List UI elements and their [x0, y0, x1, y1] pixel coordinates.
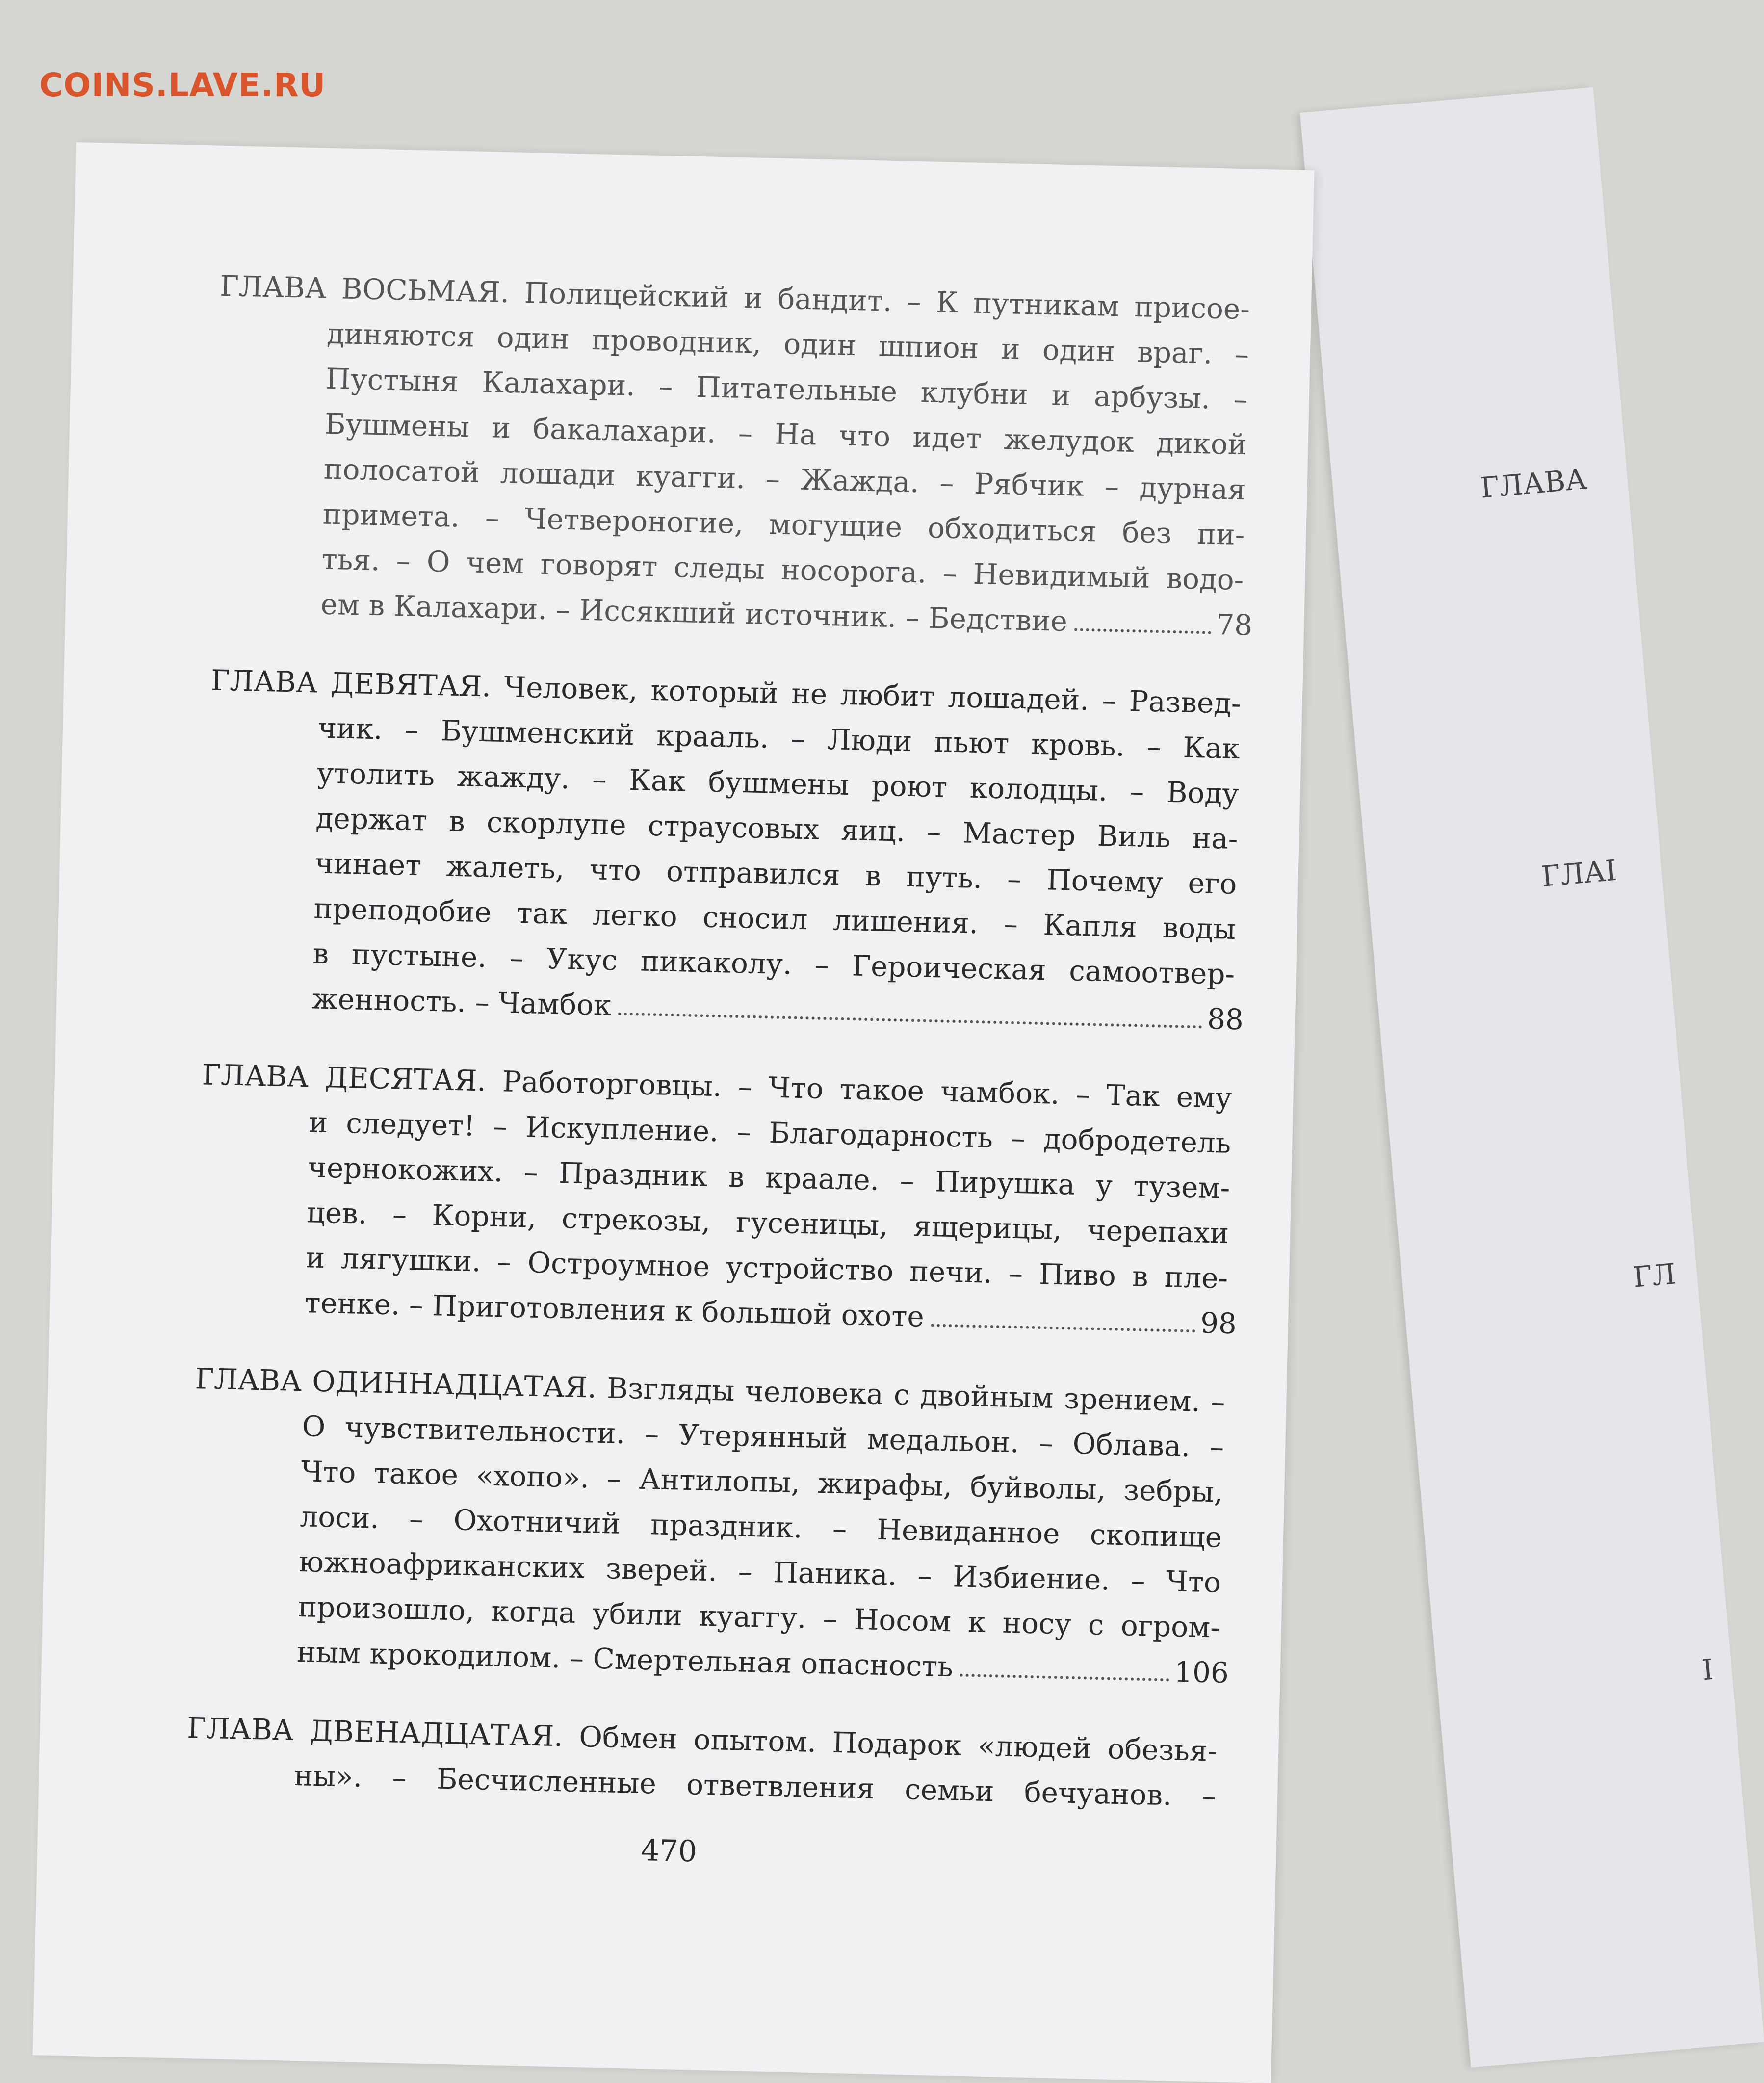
toc-line-text: утолить жажду. – Как бушмены роют колодцы. – Воду: [316, 756, 1240, 811]
toc-line-text: ГЛАВА ОДИННАДЦАТАЯ. Взгляды человека с двойным зрением. –: [195, 1362, 1226, 1419]
toc-line-text: произошло, когда убили куаггу. – Носом к носу с огром-: [297, 1590, 1220, 1644]
toc-line-text: Бушмены и бакалахари. – На что идет желудок дикой: [324, 407, 1247, 462]
toc-line-text: лоси. – Охотничий праздник. – Невиданное скопище: [299, 1500, 1222, 1554]
toc-line-text: тенке. – Приготовления к большой охоте: [304, 1286, 925, 1333]
toc-line-text: и следует! – Искупление. – Благодарность – добродетель: [309, 1105, 1232, 1160]
toc-entry: [186, 1705, 1228, 1819]
toc-entry: [188, 1356, 1235, 1695]
toc-page-number: 88: [1207, 1002, 1244, 1037]
toc-line-text: держат в скорлупе страусовых яиц. – Мастер Виль на-: [315, 801, 1239, 856]
toc-line-text: полосатой лошади куагги. – Жажда. – Рябчик – дурная: [323, 452, 1246, 507]
table-of-contents: [185, 263, 1260, 1852]
right-page-fragment: ГЛ: [1632, 1257, 1677, 1294]
dot-leader: [618, 1013, 1202, 1029]
toc-line-text: Пустыня Калахари. – Питательные клубни и арбузы. –: [325, 362, 1248, 417]
toc-line-text: Что такое «хопо». – Антилопы, жирафы, буйволы, зебры,: [300, 1455, 1223, 1509]
toc-line-text: ГЛАВА ДЕСЯТАЯ. Работорговцы. – Что такое чамбок. – Так ему: [202, 1058, 1233, 1115]
toc-line-text: в пустыне. – Укус пикаколу. – Героическая самоотвер-: [312, 937, 1235, 991]
right-page-fragment: ГЛАІ: [1540, 853, 1618, 893]
toc-line-text: чик. – Бушменский крааль. – Люди пьют кровь. – Как: [317, 711, 1241, 766]
toc-entry: [204, 658, 1251, 1042]
right-page-fragment: І: [1700, 1652, 1715, 1687]
toc-line-text: ны». – Бесчисленные ответвления семьи бечуанов. –: [293, 1758, 1217, 1813]
toc-line-text: ем в Калахари. – Иссякший источник. – Бедствие: [320, 587, 1068, 638]
toc-line-text: цев. – Корни, стрекозы, гусеницы, ящерицы, черепахи: [306, 1196, 1229, 1250]
dot-leader: [931, 1324, 1195, 1332]
toc-line-text: тья. – О чем говорят следы носорога. – Невидимый водо-: [321, 542, 1245, 597]
toc-line-text: примета. – Четвероногие, могущие обходиться без пи-: [322, 497, 1245, 552]
toc-entry: [212, 263, 1260, 648]
toc-line-text: диняются один проводник, один шпион и один враг. –: [326, 316, 1249, 371]
toc-line-text: ГЛАВА ВОСЬМАЯ. Полицейский и бандит. – К путникам присое-: [219, 269, 1250, 326]
toc-page-number: 78: [1216, 607, 1253, 642]
toc-line-text: ным крокодилом. – Смертельная опасность: [296, 1635, 954, 1684]
right-page-fragment: ГЛАВА: [1479, 462, 1588, 505]
book-page: [33, 142, 1315, 2083]
page-number: 470: [640, 1833, 698, 1869]
toc-entry: [196, 1052, 1242, 1346]
toc-line-text: ГЛАВА ДЕВЯТАЯ. Человек, который не любит лошадей. – Развед-: [210, 663, 1242, 721]
dot-leader: [960, 1674, 1169, 1682]
toc-line-text: чинает жалеть, что отправился в путь. – Почему его: [314, 846, 1238, 901]
toc-line-text: О чувствительности. – Утерянный медальон. – Облава. –: [301, 1409, 1225, 1464]
toc-line-text: южноафриканских зверей. – Паника. – Избиение. – Что: [298, 1545, 1221, 1599]
toc-page-number: 98: [1200, 1306, 1237, 1341]
toc-line-text: женность. – Чамбок: [311, 982, 612, 1022]
toc-line-text: и лягушки. – Остроумное устройство печи. – Пиво в пле-: [305, 1241, 1228, 1295]
right-page: [1300, 87, 1764, 2068]
toc-line-text: преподобие так легко сносил лишения. – Капля воды: [313, 891, 1236, 946]
toc-line-text: ГЛАВА ДВЕНАДЦАТАЯ. Обмен опытом. Подарок «людей обезья-: [186, 1711, 1218, 1768]
watermark: COINS.LAVE.RU: [39, 66, 326, 104]
dot-leader: [1074, 628, 1211, 634]
toc-page-number: 106: [1174, 1655, 1229, 1690]
toc-line-text: чернокожих. – Праздник в краале. – Пирушка у тузем-: [307, 1150, 1231, 1205]
